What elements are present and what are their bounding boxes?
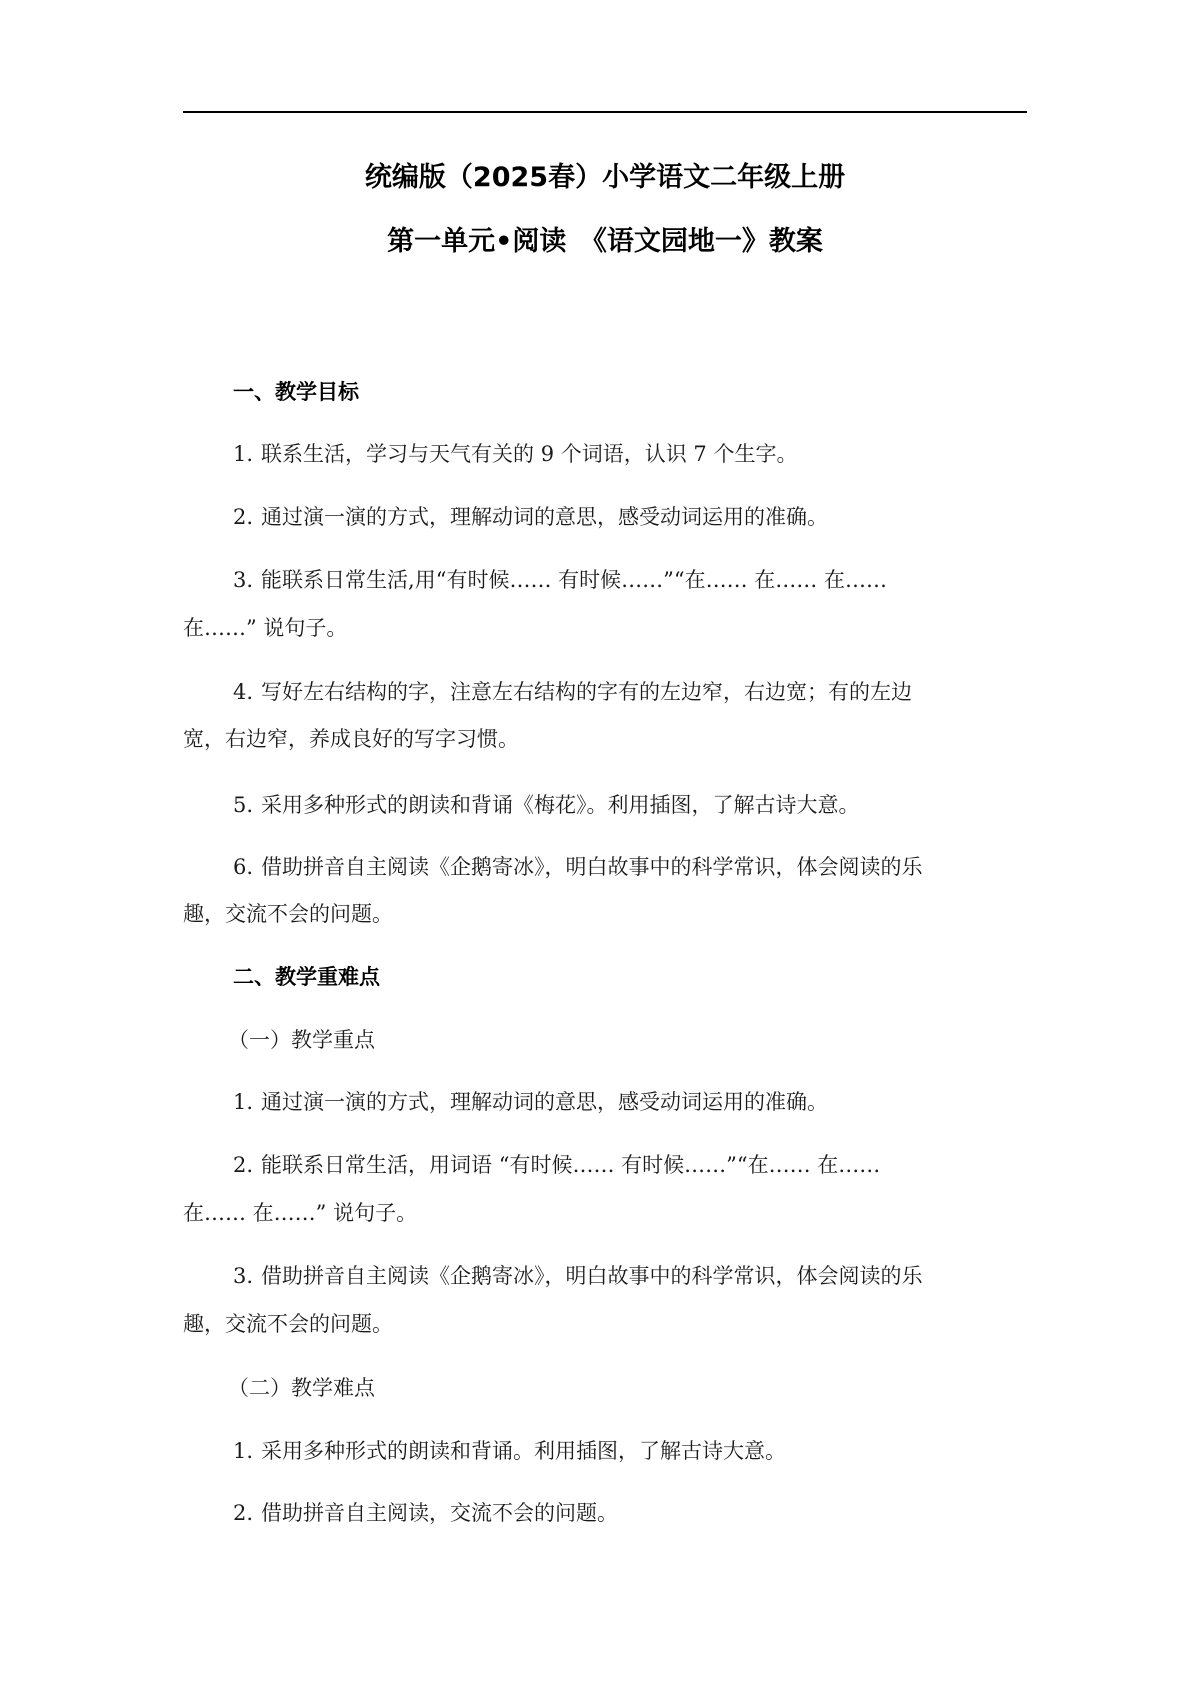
item-text: 通过演一演的方式，理解动词的意思，感受动词运用的准确。 (261, 1090, 829, 1114)
item-text: 通过演一演的方式，理解动词的意思，感受动词运用的准确。 (261, 505, 829, 529)
item-number: 3. (233, 1264, 254, 1288)
header-rule (183, 111, 1027, 113)
item-number: 3. (233, 568, 254, 592)
item-text: 借助拼音自主阅读《企鹅寄冰》，明白故事中的科学常识，体会阅读的乐 (261, 855, 923, 879)
item-text: 能联系日常生活，用词语 “有时候…… 有时候……”“在…… 在…… (261, 1153, 881, 1177)
objective-item-6 (183, 852, 1027, 882)
item-number: 1. (233, 1090, 254, 1114)
document-subtitle: 第一单元•阅读 《语文园地一》教案 (387, 226, 823, 257)
objective-item-1 (183, 439, 1027, 469)
document-title: 统编版（2025春）小学语文二年级上册 (364, 162, 846, 193)
objective-item-6-continuation: 趣，交流不会的问题。 (183, 902, 393, 926)
item-number: 4. (233, 680, 254, 704)
objective-item-5 (183, 790, 1027, 820)
focus-item-3 (183, 1261, 1027, 1291)
item-number: 6. (233, 855, 254, 879)
subheading-difficulty: （二）教学难点 (228, 1376, 375, 1400)
item-text: 借助拼音自主阅读《企鹅寄冰》，明白故事中的科学常识，体会阅读的乐 (261, 1264, 923, 1288)
item-text: 采用多种形式的朗读和背诵《梅花》。利用插图，了解古诗大意。 (261, 793, 860, 817)
objective-item-2 (183, 502, 1027, 532)
item-number: 2. (233, 1153, 254, 1177)
section-heading-key-points: 二、教学重难点 (233, 965, 380, 989)
item-text: 借助拼音自主阅读，交流不会的问题。 (261, 1501, 619, 1525)
focus-item-2-continuation: 在…… 在……” 说句子。 (183, 1201, 418, 1225)
section-heading-objectives: 一、教学目标 (233, 380, 359, 404)
focus-item-3-continuation: 趣，交流不会的问题。 (183, 1312, 393, 1336)
focus-item-2 (183, 1150, 1027, 1180)
subheading-focus: （一）教学重点 (228, 1028, 375, 1052)
objective-item-3 (183, 565, 1027, 595)
item-text: 能联系日常生活,用“有时候…… 有时候……”“在…… 在…… 在…… (261, 568, 887, 592)
objective-item-3-continuation: 在……” 说句子。 (183, 616, 348, 640)
item-text: 联系生活，学习与天气有关的 9 个词语，认识 7 个生字。 (261, 442, 798, 466)
item-number: 1. (233, 1439, 254, 1463)
difficulty-item-2 (183, 1498, 1027, 1528)
focus-item-1 (183, 1087, 1027, 1117)
item-number: 2. (233, 505, 254, 529)
objective-item-4 (183, 677, 1027, 707)
item-text: 采用多种形式的朗读和背诵。利用插图，了解古诗大意。 (261, 1439, 787, 1463)
item-text: 写好左右结构的字，注意左右结构的字有的左边窄，右边宽；有的左边 (261, 680, 913, 704)
objective-item-4-continuation: 宽，右边窄，养成良好的写字习惯。 (183, 727, 519, 751)
item-number: 5. (233, 793, 254, 817)
item-number: 2. (233, 1501, 254, 1525)
item-number: 1. (233, 442, 254, 466)
difficulty-item-1 (183, 1436, 1027, 1466)
